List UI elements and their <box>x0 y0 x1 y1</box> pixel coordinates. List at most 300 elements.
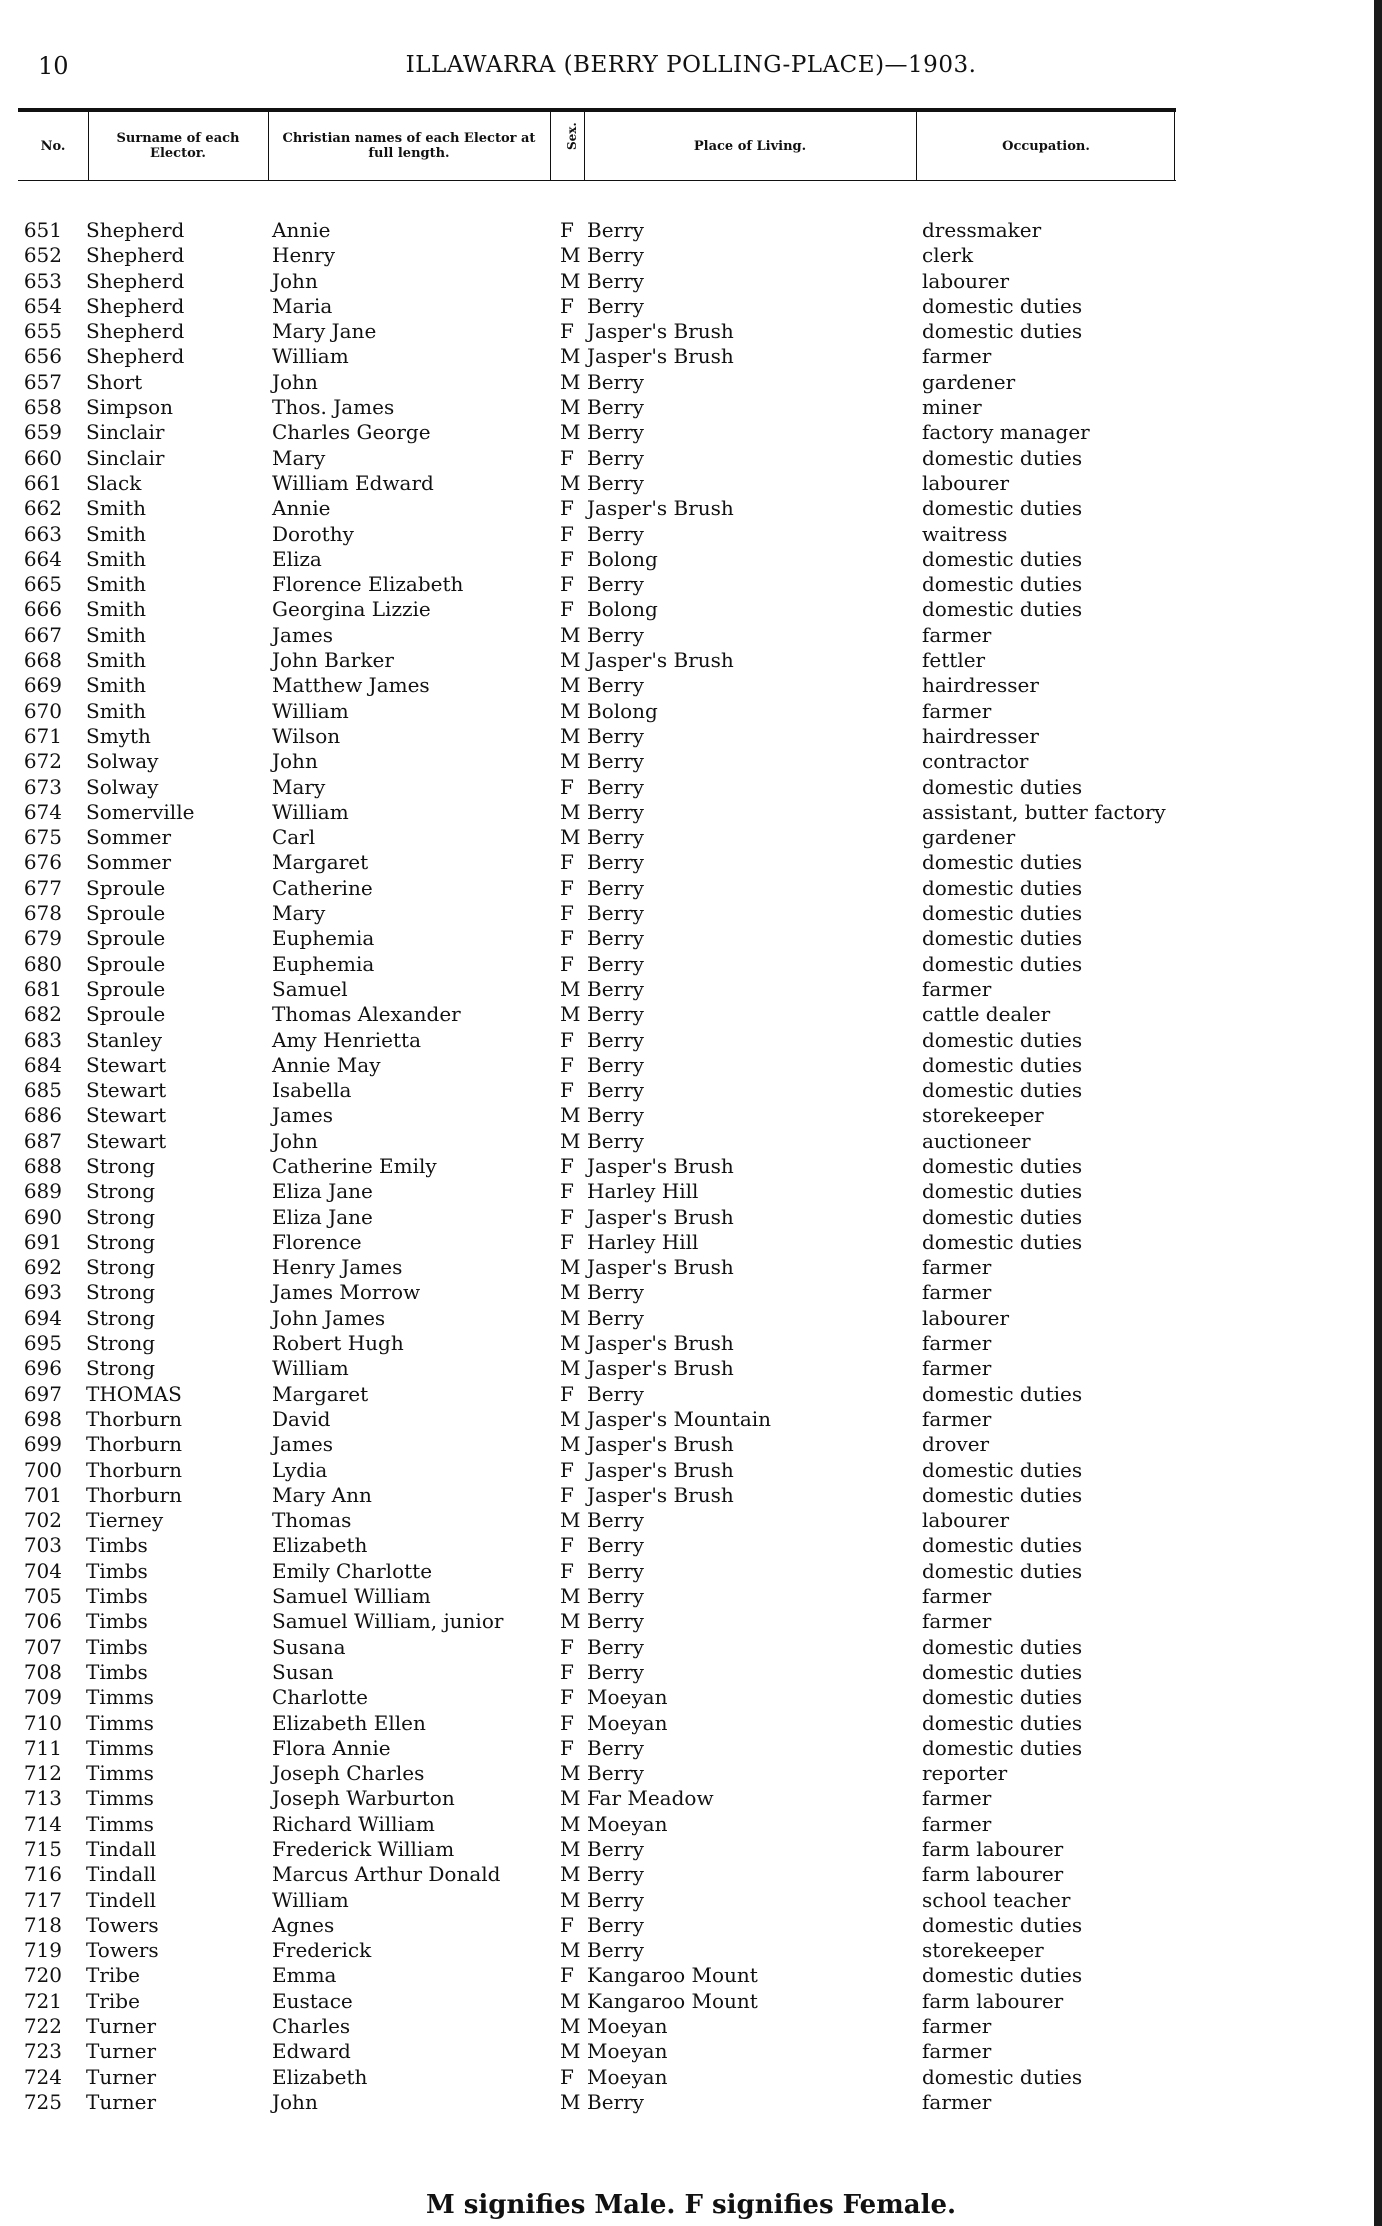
elector-number: 701 <box>23 1482 62 1507</box>
page-edge <box>1374 0 1382 2226</box>
elector-occupation: farmer <box>922 1280 992 1305</box>
elector-christian-names: Joseph Warburton <box>272 1786 455 1811</box>
table-row <box>0 1280 1382 1305</box>
elector-place: Berry <box>587 1078 644 1103</box>
elector-place: Berry <box>587 1837 644 1861</box>
elector-sex: M <box>560 673 581 698</box>
elector-place: Berry <box>587 1761 644 1786</box>
elector-place: Berry <box>587 1002 644 1027</box>
elector-place: Jasper's Brush <box>587 319 734 344</box>
table-row <box>0 1862 1382 1887</box>
elector-christian-names: Carl <box>272 825 316 850</box>
elector-sex: M <box>560 825 581 850</box>
elector-number: 676 <box>23 850 62 875</box>
table-row <box>0 496 1382 521</box>
table-row <box>0 1609 1382 1634</box>
elector-surname: Stewart <box>86 1128 167 1153</box>
table-row <box>0 446 1382 471</box>
elector-number: 662 <box>23 496 62 521</box>
elector-occupation: domestic duties <box>922 496 1083 521</box>
elector-occupation: farmer <box>922 1811 992 1836</box>
elector-number: 716 <box>23 1862 62 1887</box>
elector-place: Berry <box>587 420 644 445</box>
elector-occupation: cattle dealer <box>922 1002 1051 1027</box>
elector-place: Moeyan <box>587 1811 668 1836</box>
elector-occupation: domestic duties <box>922 1685 1083 1710</box>
elector-place: Berry <box>587 1103 644 1128</box>
elector-place: Berry <box>587 1128 644 1153</box>
elector-occupation: contractor <box>922 749 1029 774</box>
elector-sex: M <box>560 1837 581 1861</box>
elector-place: Berry <box>587 1027 644 1052</box>
elector-occupation: domestic duties <box>922 445 1083 470</box>
elector-christian-names: Annie <box>272 496 331 521</box>
elector-sex: M <box>560 1584 581 1609</box>
elector-christian-names: Emily Charlotte <box>272 1558 433 1583</box>
elector-place: Berry <box>587 901 644 926</box>
elector-place: Berry <box>587 369 644 394</box>
elector-number: 708 <box>23 1659 62 1684</box>
elector-sex: M <box>560 723 581 748</box>
elector-place: Berry <box>587 774 644 799</box>
elector-place: Berry <box>587 1381 644 1406</box>
elector-number: 698 <box>23 1406 62 1431</box>
elector-sex: M <box>560 2089 581 2114</box>
elector-sex: F <box>560 521 574 546</box>
elector-christian-names: James <box>272 1432 334 1457</box>
elector-surname: Sproule <box>86 926 166 951</box>
elector-sex: F <box>560 901 574 926</box>
elector-christian-names: Wilson <box>272 723 341 748</box>
elector-occupation: domestic duties <box>922 1457 1083 1482</box>
table-row <box>0 1103 1382 1128</box>
elector-place: Berry <box>587 1735 644 1760</box>
elector-surname: Smith <box>86 648 146 673</box>
elector-surname: Strong <box>86 1255 156 1280</box>
elector-place: Bolong <box>587 597 658 622</box>
elector-christian-names: Marcus Arthur Donald <box>272 1862 501 1887</box>
elector-surname: Towers <box>86 1912 159 1937</box>
elector-christian-names: Lydia <box>272 1457 328 1482</box>
elector-christian-names: John <box>272 1128 318 1153</box>
elector-sex: F <box>560 1659 574 1684</box>
table-row <box>0 1028 1382 1053</box>
elector-number: 710 <box>23 1710 62 1735</box>
elector-place: Moeyan <box>587 1685 668 1710</box>
table-row <box>0 1913 1382 1938</box>
elector-occupation: gardener <box>922 825 1016 850</box>
table-row <box>0 1584 1382 1609</box>
elector-occupation: domestic duties <box>922 319 1083 344</box>
elector-surname: Shepherd <box>86 293 185 318</box>
elector-place: Berry <box>587 622 644 647</box>
elector-sex: F <box>560 1078 574 1103</box>
elector-sex: F <box>560 1735 574 1760</box>
elector-sex: F <box>560 218 574 242</box>
elector-surname: Timms <box>86 1685 154 1710</box>
elector-surname: Tindall <box>86 1862 157 1887</box>
elector-sex: F <box>560 1229 574 1254</box>
col-header-christian: Christian names of each Elector at full length. <box>282 131 536 161</box>
elector-occupation: farm labourer <box>922 1837 1064 1861</box>
elector-christian-names: Florence <box>272 1229 362 1254</box>
table-row <box>0 1660 1382 1685</box>
elector-christian-names: Mary Jane <box>272 319 377 344</box>
col-divider <box>550 112 551 180</box>
table-row <box>0 2090 1382 2115</box>
elector-surname: Strong <box>86 1204 156 1229</box>
elector-occupation: domestic duties <box>922 597 1083 622</box>
elector-occupation: domestic duties <box>922 1027 1083 1052</box>
elector-place: Berry <box>587 1862 644 1887</box>
elector-christian-names: Thomas Alexander <box>272 1002 461 1027</box>
elector-place: Harley Hill <box>587 1229 699 1254</box>
col-header-no: No. <box>40 138 66 154</box>
elector-christian-names: William <box>272 698 349 723</box>
elector-surname: Somerville <box>86 799 195 824</box>
elector-surname: Tierney <box>86 1508 164 1533</box>
elector-christian-names: William <box>272 344 349 369</box>
elector-christian-names: Susan <box>272 1659 334 1684</box>
table-row <box>0 825 1382 850</box>
elector-sex: F <box>560 774 574 799</box>
elector-place: Jasper's Brush <box>587 344 734 369</box>
elector-occupation: domestic duties <box>922 1634 1083 1659</box>
elector-occupation: gardener <box>922 369 1016 394</box>
col-header-sex: Sex. <box>565 122 579 150</box>
elector-sex: M <box>560 369 581 394</box>
table-row <box>0 926 1382 951</box>
elector-christian-names: Euphemia <box>272 926 375 951</box>
elector-sex: M <box>560 470 581 495</box>
elector-surname: Thorburn <box>86 1406 182 1431</box>
elector-place: Jasper's Brush <box>587 1432 734 1457</box>
col-header-surname: Surname of each Elector. <box>116 131 240 161</box>
elector-occupation: domestic duties <box>922 2064 1083 2089</box>
elector-number: 665 <box>23 572 62 597</box>
elector-occupation: domestic duties <box>922 572 1083 597</box>
elector-place: Berry <box>587 799 644 824</box>
elector-number: 724 <box>23 2064 62 2089</box>
elector-surname: Stewart <box>86 1103 167 1128</box>
elector-christian-names: Thomas <box>272 1508 352 1533</box>
elector-sex: F <box>560 293 574 318</box>
elector-occupation: labourer <box>922 470 1010 495</box>
elector-surname: Sproule <box>86 901 166 926</box>
elector-place: Berry <box>587 723 644 748</box>
elector-occupation: domestic duties <box>922 1153 1083 1178</box>
elector-place: Berry <box>587 976 644 1001</box>
elector-number: 673 <box>23 774 62 799</box>
elector-occupation: storekeeper <box>922 1938 1044 1963</box>
elector-christian-names: Eliza <box>272 546 322 571</box>
elector-christian-names: Frederick <box>272 1938 372 1963</box>
table-row <box>0 648 1382 673</box>
table-row <box>0 1711 1382 1736</box>
elector-number: 693 <box>23 1280 62 1305</box>
elector-surname: Shepherd <box>86 344 185 369</box>
elector-occupation: farmer <box>922 2039 992 2064</box>
table-row <box>0 1331 1382 1356</box>
elector-sex: M <box>560 976 581 1001</box>
elector-surname: Smith <box>86 546 146 571</box>
elector-christian-names: John <box>272 268 318 293</box>
elector-surname: Sproule <box>86 951 166 976</box>
elector-number: 715 <box>23 1837 62 1861</box>
elector-sex: M <box>560 1761 581 1786</box>
elector-christian-names: Euphemia <box>272 951 375 976</box>
elector-surname: Strong <box>86 1305 156 1330</box>
elector-number: 681 <box>23 976 62 1001</box>
elector-occupation: domestic duties <box>922 293 1083 318</box>
table-row <box>0 1230 1382 1255</box>
elector-sex: F <box>560 1457 574 1482</box>
elector-sex: F <box>560 1179 574 1204</box>
elector-surname: Turner <box>86 2039 157 2064</box>
elector-occupation: farmer <box>922 1356 992 1381</box>
elector-surname: Stewart <box>86 1052 167 1077</box>
elector-christian-names: Henry <box>272 243 336 268</box>
elector-occupation: dressmaker <box>922 218 1042 242</box>
elector-occupation: clerk <box>922 243 974 268</box>
elector-number: 685 <box>23 1078 62 1103</box>
table-row <box>0 1508 1382 1533</box>
elector-christian-names: James <box>272 1103 334 1128</box>
elector-number: 663 <box>23 521 62 546</box>
elector-number: 714 <box>23 1811 62 1836</box>
elector-place: Bolong <box>587 546 658 571</box>
elector-surname: THOMAS <box>86 1381 182 1406</box>
elector-number: 711 <box>23 1735 62 1760</box>
elector-occupation: factory manager <box>922 420 1090 445</box>
elector-sex: M <box>560 268 581 293</box>
table-row <box>0 572 1382 597</box>
elector-surname: Simpson <box>86 395 174 420</box>
elector-occupation: domestic duties <box>922 1558 1083 1583</box>
elector-occupation: domestic duties <box>922 1710 1083 1735</box>
elector-number: 694 <box>23 1305 62 1330</box>
elector-occupation: domestic duties <box>922 1963 1083 1988</box>
elector-christian-names: Edward <box>272 2039 351 2064</box>
table-row <box>0 724 1382 749</box>
elector-surname: Timms <box>86 1761 154 1786</box>
elector-place: Jasper's Brush <box>587 1255 734 1280</box>
table-row <box>0 471 1382 496</box>
elector-surname: Tribe <box>86 1963 140 1988</box>
elector-number: 695 <box>23 1331 62 1356</box>
elector-sex: F <box>560 597 574 622</box>
table-row <box>0 1458 1382 1483</box>
elector-sex: F <box>560 1533 574 1558</box>
elector-occupation: domestic duties <box>922 1078 1083 1103</box>
elector-surname: Tindell <box>86 1887 157 1912</box>
elector-surname: Timbs <box>86 1659 148 1684</box>
elector-surname: Thorburn <box>86 1457 182 1482</box>
elector-place: Berry <box>587 572 644 597</box>
col-divider <box>584 112 585 180</box>
elector-number: 679 <box>23 926 62 951</box>
elector-place: Berry <box>587 1280 644 1305</box>
elector-number: 664 <box>23 546 62 571</box>
elector-number: 667 <box>23 622 62 647</box>
elector-surname: Stanley <box>86 1027 163 1052</box>
elector-christian-names: Eliza Jane <box>272 1204 373 1229</box>
table-row <box>0 1786 1382 1811</box>
elector-sex: M <box>560 749 581 774</box>
table-row <box>0 420 1382 445</box>
elector-number: 699 <box>23 1432 62 1457</box>
elector-surname: Shepherd <box>86 243 185 268</box>
elector-place: Far Meadow <box>587 1786 714 1811</box>
elector-surname: Solway <box>86 749 159 774</box>
table-row <box>0 623 1382 648</box>
elector-place: Berry <box>587 445 644 470</box>
elector-occupation: domestic duties <box>922 1381 1083 1406</box>
elector-christian-names: Margaret <box>272 1381 369 1406</box>
elector-number: 675 <box>23 825 62 850</box>
table-row <box>0 1938 1382 1963</box>
elector-surname: Towers <box>86 1938 159 1963</box>
table-row <box>0 370 1382 395</box>
elector-number: 677 <box>23 875 62 900</box>
table-row <box>0 597 1382 622</box>
elector-surname: Smith <box>86 572 146 597</box>
elector-number: 717 <box>23 1887 62 1912</box>
table-row <box>0 2014 1382 2039</box>
elector-place: Berry <box>587 926 644 951</box>
elector-surname: Smith <box>86 496 146 521</box>
elector-sex: M <box>560 648 581 673</box>
elector-surname: Turner <box>86 2064 157 2089</box>
elector-sex: M <box>560 1938 581 1963</box>
elector-occupation: domestic duties <box>922 1052 1083 1077</box>
elector-place: Berry <box>587 2089 644 2114</box>
elector-place: Berry <box>587 1584 644 1609</box>
elector-occupation: assistant, butter factory <box>922 799 1166 824</box>
elector-christian-names: Margaret <box>272 850 369 875</box>
elector-christian-names: Henry James <box>272 1255 403 1280</box>
elector-christian-names: Maria <box>272 293 333 318</box>
elector-occupation: reporter <box>922 1761 1008 1786</box>
elector-sex: M <box>560 1002 581 1027</box>
elector-place: Berry <box>587 1659 644 1684</box>
elector-occupation: domestic duties <box>922 1533 1083 1558</box>
elector-surname: Smith <box>86 597 146 622</box>
table-row <box>0 522 1382 547</box>
elector-sex: M <box>560 420 581 445</box>
elector-number: 700 <box>23 1457 62 1482</box>
elector-number: 668 <box>23 648 62 673</box>
elector-christian-names: Charles George <box>272 420 431 445</box>
elector-occupation: domestic duties <box>922 875 1083 900</box>
elector-sex: F <box>560 496 574 521</box>
elector-number: 707 <box>23 1634 62 1659</box>
elector-surname: Tindall <box>86 1837 157 1861</box>
elector-occupation: farm labourer <box>922 1988 1064 2013</box>
elector-place: Berry <box>587 1533 644 1558</box>
elector-christian-names: Eustace <box>272 1988 353 2013</box>
elector-christian-names: Agnes <box>272 1912 335 1937</box>
elector-surname: Strong <box>86 1179 156 1204</box>
elector-number: 686 <box>23 1103 62 1128</box>
elector-occupation: hairdresser <box>922 673 1039 698</box>
elector-surname: Timbs <box>86 1558 148 1583</box>
elector-sex: F <box>560 850 574 875</box>
elector-place: Berry <box>587 875 644 900</box>
elector-place: Jasper's Brush <box>587 496 734 521</box>
table-row <box>0 977 1382 1002</box>
elector-surname: Timms <box>86 1710 154 1735</box>
elector-place: Berry <box>587 395 644 420</box>
elector-sex: M <box>560 1508 581 1533</box>
table-row <box>0 1002 1382 1027</box>
elector-occupation: domestic duties <box>922 1482 1083 1507</box>
elector-christian-names: Catherine Emily <box>272 1153 437 1178</box>
elector-surname: Strong <box>86 1356 156 1381</box>
elector-number: 670 <box>23 698 62 723</box>
elector-place: Berry <box>587 1634 644 1659</box>
elector-occupation: domestic duties <box>922 926 1083 951</box>
elector-sex: M <box>560 395 581 420</box>
elector-number: 719 <box>23 1938 62 1963</box>
elector-number: 660 <box>23 445 62 470</box>
elector-occupation: domestic duties <box>922 850 1083 875</box>
header-bottom-rule <box>18 180 1176 181</box>
elector-sex: M <box>560 799 581 824</box>
elector-christian-names: Susana <box>272 1634 346 1659</box>
elector-place: Berry <box>587 218 644 242</box>
elector-christian-names: Mary Ann <box>272 1482 372 1507</box>
elector-place: Berry <box>587 1912 644 1937</box>
elector-sex: F <box>560 1710 574 1735</box>
elector-christian-names: Charlotte <box>272 1685 369 1710</box>
elector-number: 659 <box>23 420 62 445</box>
table-row <box>0 1129 1382 1154</box>
elector-surname: Timms <box>86 1811 154 1836</box>
table-row <box>0 1685 1382 1710</box>
elector-surname: Smyth <box>86 723 151 748</box>
elector-christian-names: William <box>272 799 349 824</box>
elector-christian-names: William <box>272 1356 349 1381</box>
elector-number: 702 <box>23 1508 62 1533</box>
table-row <box>0 1255 1382 1280</box>
elector-sex: F <box>560 2064 574 2089</box>
elector-occupation: waitress <box>922 521 1008 546</box>
elector-surname: Timbs <box>86 1584 148 1609</box>
elector-place: Jasper's Brush <box>587 1482 734 1507</box>
elector-christian-names: Samuel William <box>272 1584 431 1609</box>
elector-number: 697 <box>23 1381 62 1406</box>
elector-occupation: farmer <box>922 2014 992 2039</box>
elector-number: 671 <box>23 723 62 748</box>
elector-place: Berry <box>587 673 644 698</box>
elector-place: Jasper's Brush <box>587 1356 734 1381</box>
table-row <box>0 1483 1382 1508</box>
elector-sex: M <box>560 1609 581 1634</box>
elector-sex: M <box>560 1280 581 1305</box>
table-row <box>0 1432 1382 1457</box>
elector-sex: M <box>560 1406 581 1431</box>
elector-surname: Turner <box>86 2089 157 2114</box>
elector-christian-names: Catherine <box>272 875 373 900</box>
elector-list <box>0 218 1382 2115</box>
elector-number: 653 <box>23 268 62 293</box>
col-header-occupation: Occupation. <box>1002 138 1090 154</box>
elector-surname: Smith <box>86 622 146 647</box>
elector-place: Jasper's Brush <box>587 1457 734 1482</box>
elector-number: 661 <box>23 470 62 495</box>
elector-place: Berry <box>587 268 644 293</box>
